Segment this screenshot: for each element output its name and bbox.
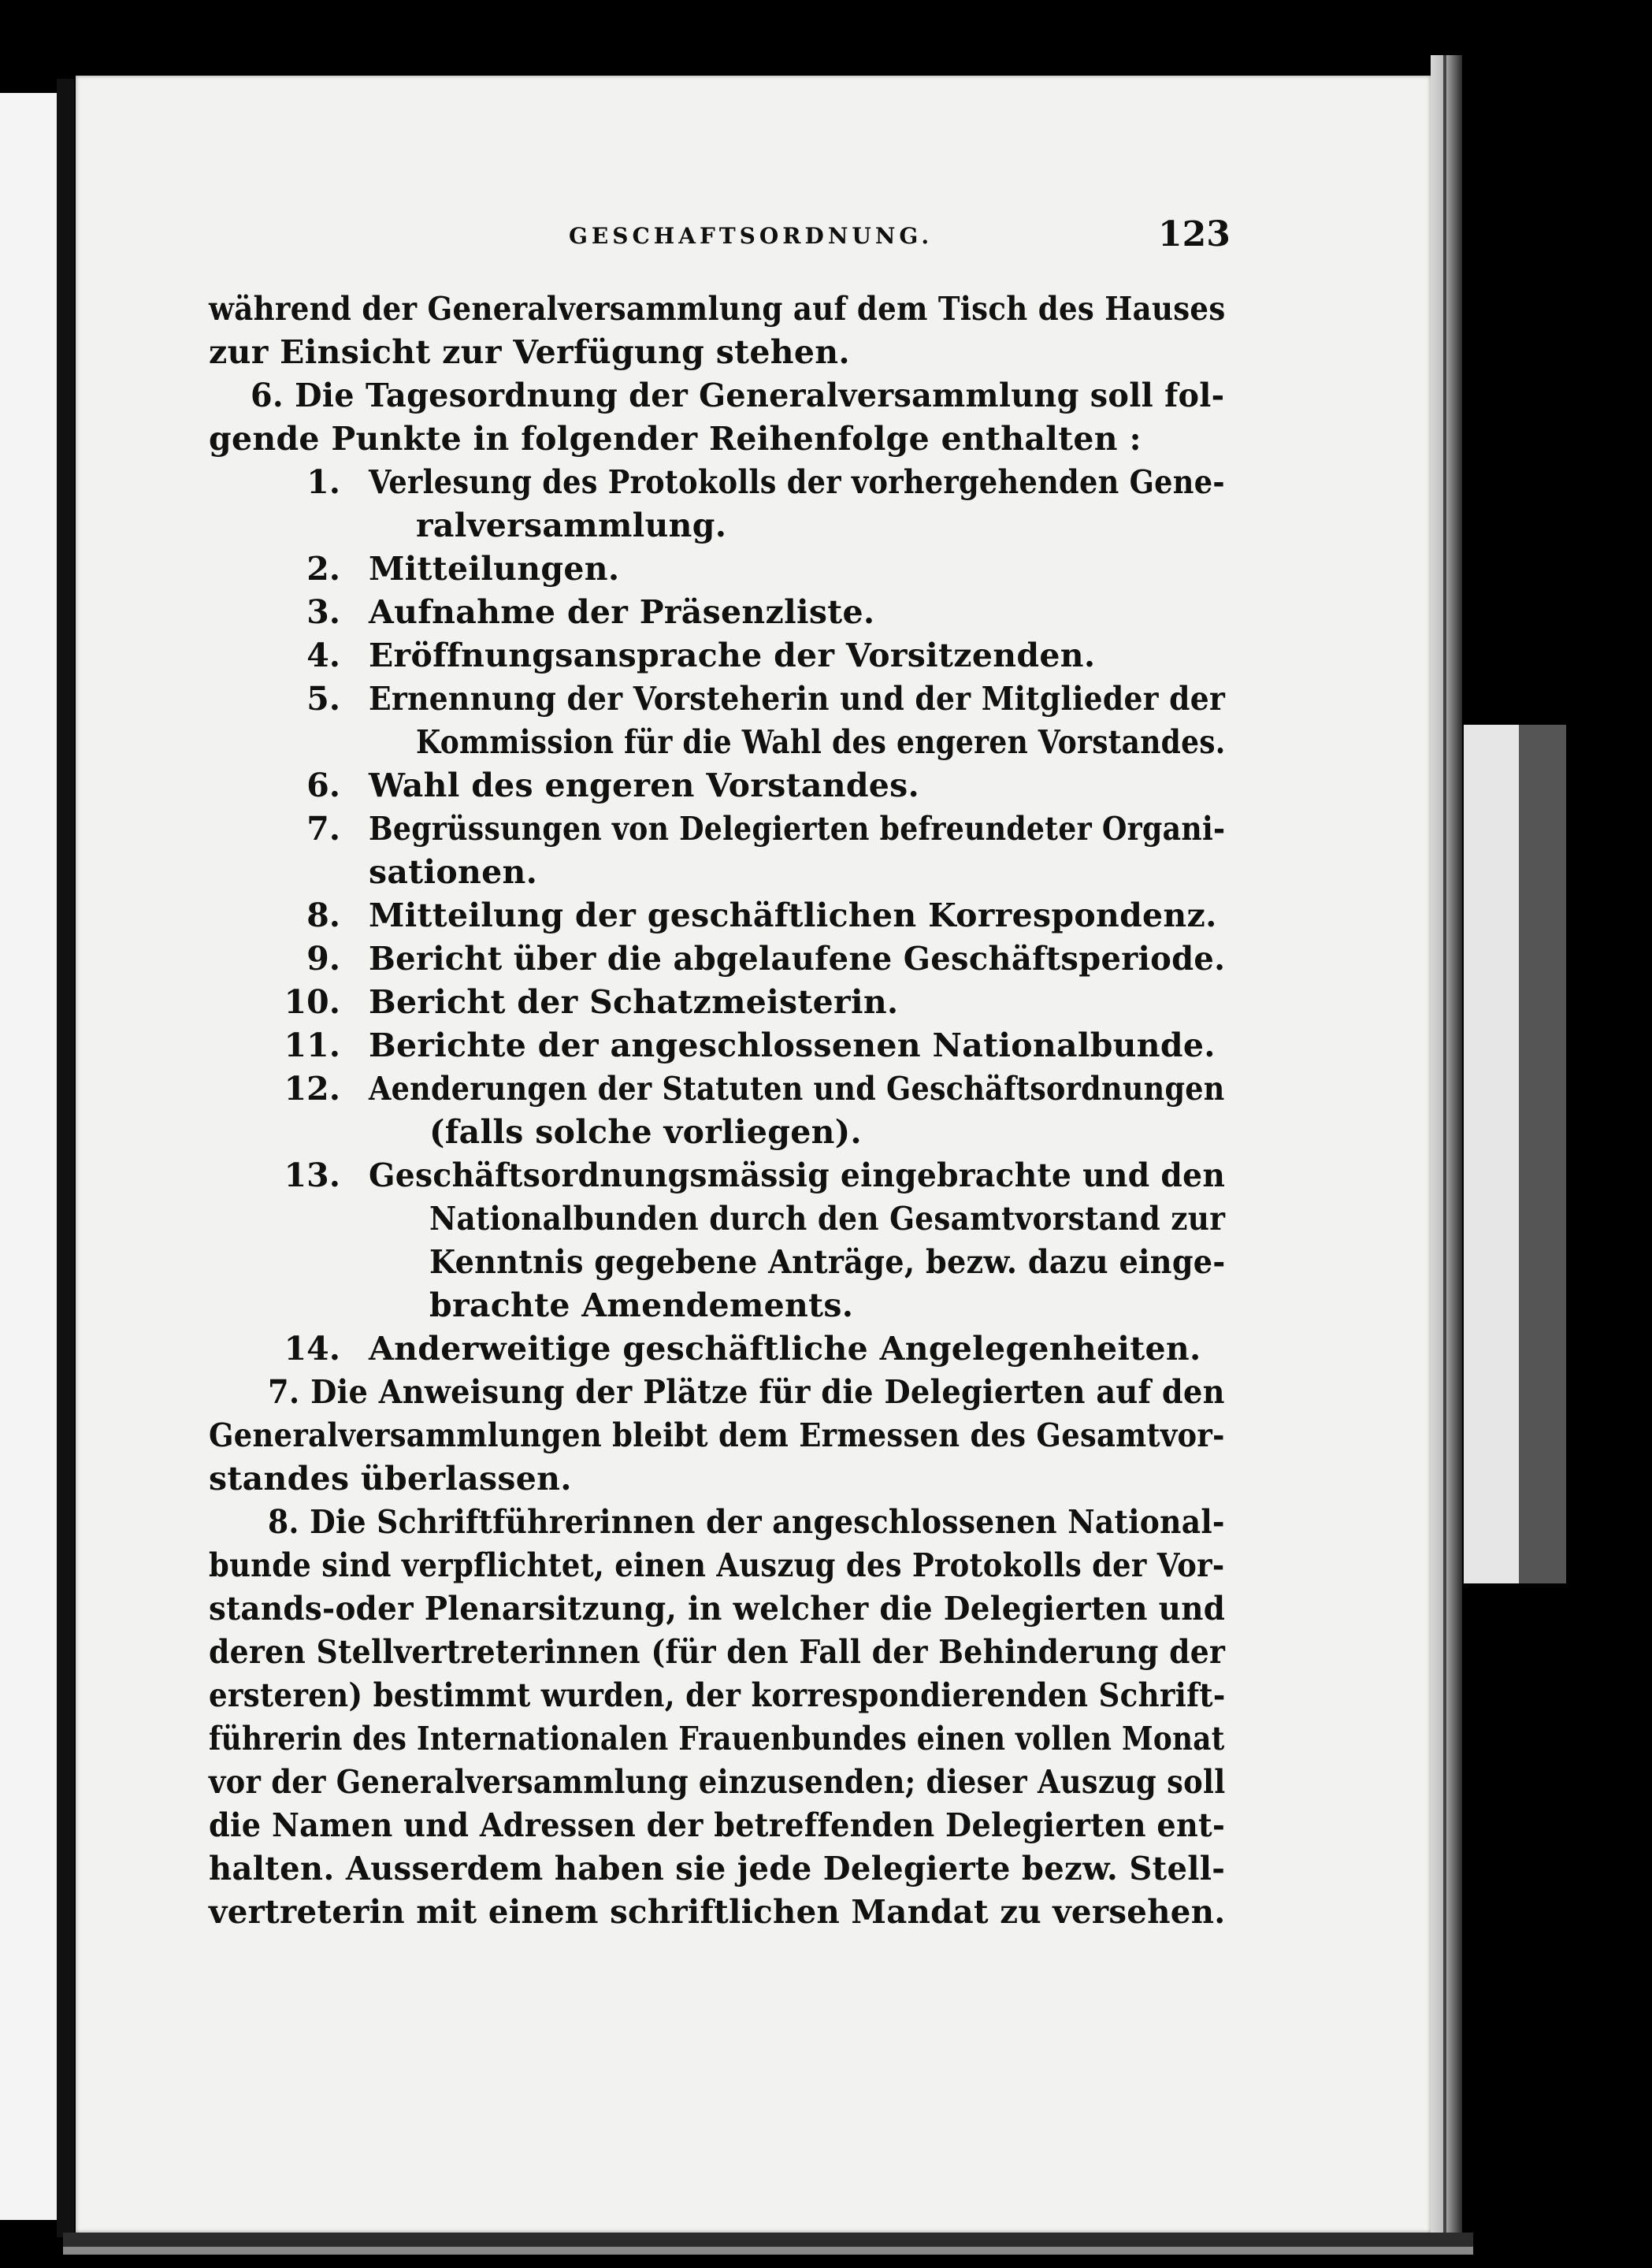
list-item-number: 1. xyxy=(306,463,340,501)
body-line: deren Stellvertreterinnen (für den Fall der Behinderung der xyxy=(209,1633,1226,1671)
list-item-text: ralversammlung. xyxy=(416,507,727,544)
list-item-text: Aenderungen der Statuten und Geschäftsordnungen xyxy=(369,1070,1225,1108)
list-item-number: 3. xyxy=(306,593,340,631)
body-line: 7. Die Anweisung der Plätze für die Delegierten auf den xyxy=(268,1373,1225,1411)
list-item-text: Geschäftsordnungsmässig eingebrachte und den xyxy=(369,1156,1226,1194)
list-item-text: Kommission für die Wahl des engeren Vorstandes. xyxy=(416,723,1226,761)
list-item-number: 2. xyxy=(306,550,340,588)
list-item-number: 7. xyxy=(306,810,340,848)
body-line: führerin des Internationalen Frauenbundes einen vollen Monat xyxy=(209,1720,1225,1758)
list-item-text: Verlesung des Protokolls der vorhergehenden Gene- xyxy=(369,463,1225,501)
list-item-number: 6. xyxy=(306,767,340,804)
list-item-text: sationen. xyxy=(369,853,538,891)
body-line: stands-oder Plenarsitzung, in welcher die Delegierten und xyxy=(209,1590,1226,1628)
bottom-page-highlight xyxy=(63,2247,1473,2255)
body-line: standes überlassen. xyxy=(209,1460,572,1498)
list-item-number: 4. xyxy=(306,637,340,674)
list-item-number: 14. xyxy=(284,1330,340,1368)
list-item-text: Kenntnis gegebene Anträge, bezw. dazu einge- xyxy=(429,1243,1226,1281)
list-item-text: Bericht über die abgelaufene Geschäftsperiode. xyxy=(369,940,1226,978)
list-item-text: Mitteilung der geschäftlichen Korrespondenz. xyxy=(369,896,1217,934)
bottom-page-edge xyxy=(63,2233,1473,2247)
body-line: Generalversammlungen bleibt dem Ermessen des Gesamtvor- xyxy=(209,1416,1225,1454)
list-item-number: 11. xyxy=(284,1026,340,1064)
body-line: vor der Generalversammlung einzusenden; dieser Auszug soll xyxy=(209,1763,1226,1801)
body-line: vertreterin mit einem schriftlichen Mandat zu versehen. xyxy=(209,1893,1226,1931)
left-page-edge xyxy=(0,93,57,2220)
body-line: zur Einsicht zur Verfügung stehen. xyxy=(209,333,850,371)
list-item-number: 8. xyxy=(306,896,340,934)
list-item-number: 9. xyxy=(306,940,340,978)
gutter-shadow xyxy=(57,79,74,2237)
list-item-text: Anderweitige geschäftliche Angelegenheiten. xyxy=(369,1330,1201,1368)
body-line: ersteren) bestimmt wurden, der korrespondierenden Schrift- xyxy=(209,1676,1226,1714)
body-line: halten. Ausserdem haben sie jede Delegierte bezw. Stell- xyxy=(209,1850,1226,1888)
list-item-text: Berichte der angeschlossenen Nationalbunde. xyxy=(369,1026,1216,1064)
list-item-text: Ernennung der Vorsteherin und der Mitglieder der xyxy=(369,680,1226,718)
list-item-text: Nationalbunden durch den Gesamtvorstand zur xyxy=(429,1200,1226,1238)
body-line: 6. Die Tagesordnung der Generalversammlung soll fol- xyxy=(251,377,1225,414)
list-item-text: Bericht der Schatzmeisterin. xyxy=(369,983,899,1021)
list-item-number: 13. xyxy=(284,1156,340,1194)
page-number: 123 xyxy=(1158,214,1231,254)
list-item-text: brachte Amendements. xyxy=(429,1286,854,1324)
list-item-text: Eröffnungsansprache der Vorsitzenden. xyxy=(369,637,1096,674)
body-line: bunde sind verpflichtet, einen Auszug des Protokolls der Vor- xyxy=(209,1546,1225,1584)
page-tab-shadow xyxy=(1519,725,1566,1583)
list-item-number: 5. xyxy=(306,680,340,718)
list-item-text: Begrüssungen von Delegierten befreundeter Organi- xyxy=(369,810,1226,848)
list-item-text: Wahl des engeren Vorstandes. xyxy=(369,767,920,804)
list-item-text: (falls solche vorliegen). xyxy=(429,1113,862,1151)
page-tab-strip xyxy=(1464,725,1519,1583)
body-line: während der Generalversammlung auf dem Tisch des Hauses xyxy=(209,290,1226,328)
book-binding xyxy=(1431,55,1462,2245)
running-head: GESCHAFTSORDNUNG. xyxy=(569,223,934,249)
list-item-text: Mitteilungen. xyxy=(369,550,620,588)
body-line: 8. Die Schriftführerinnen der angeschlossenen National- xyxy=(268,1503,1225,1541)
list-item-number: 12. xyxy=(284,1070,340,1108)
list-item-text: Aufnahme der Präsenzliste. xyxy=(369,593,875,631)
list-item-number: 10. xyxy=(284,983,340,1021)
body-line: gende Punkte in folgender Reihenfolge enthalten : xyxy=(209,420,1142,458)
body-line: die Namen und Adressen der betreffenden Delegierten ent- xyxy=(209,1806,1226,1844)
binding-line xyxy=(1443,55,1446,2245)
